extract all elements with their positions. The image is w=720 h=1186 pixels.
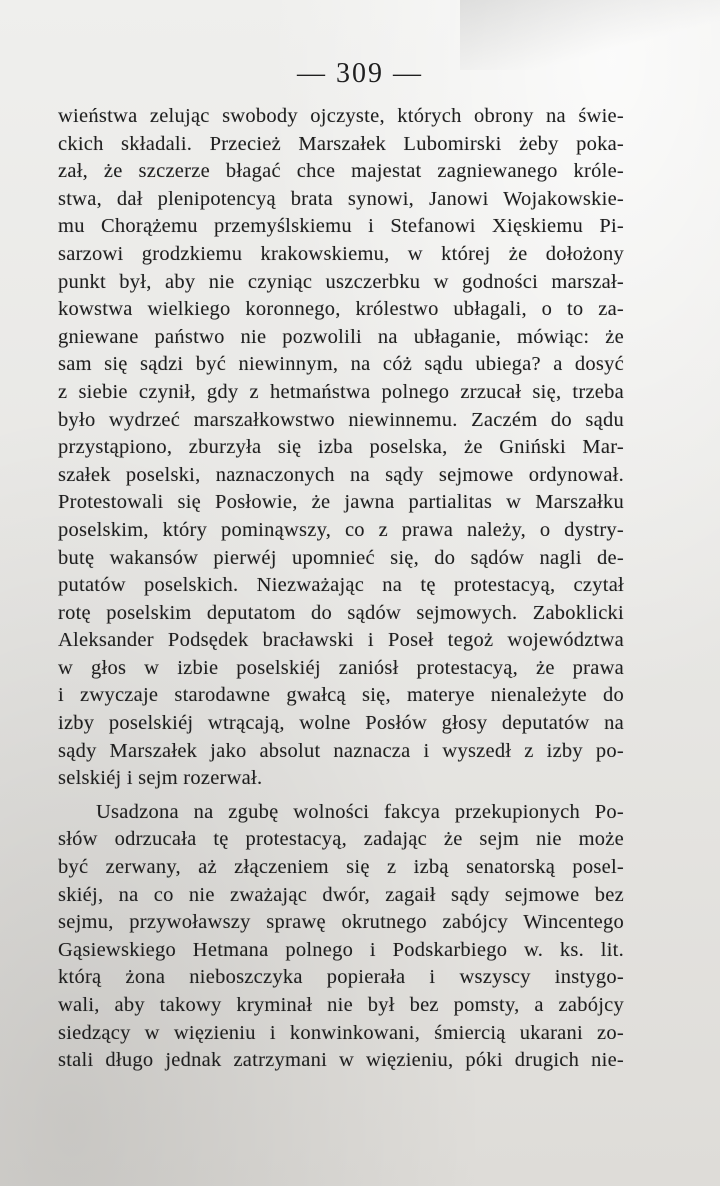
text-line: ckich składali. Przecież Marszałek Lubomirski żeby poka- (58, 132, 624, 155)
text-line: poselskim, który pominąwszy, co z prawa należy, o dystry- (58, 518, 624, 541)
text-line: zał, że szczerze błagać chce majestat zagniewanego króle- (58, 160, 624, 183)
text-line: rotę poselskim deputatom do sądów sejmowych. Zaboklicki (58, 601, 624, 624)
text-line: z siebie czynił, gdy z hetmaństwa polnego zrzucał się, trzeba (58, 380, 624, 403)
text-line: Protestowali się Posłowie, że jawna partialitas w Marszałku (58, 491, 624, 514)
text-line: Aleksander Podsędek bracławski i Poseł tegoż województwa (58, 629, 624, 652)
text-line: wali, aby takowy kryminał nie był bez pomsty, a zabójcy (58, 994, 624, 1016)
text-line: słów odrzucała tę protestacyą, zadając że sejm nie może (58, 828, 624, 851)
text-line: izby poselskiéj wtrącają, wolne Posłów głosy deputatów na (58, 712, 624, 735)
text-line: Gąsiewskiego Hetmana polnego i Podskarbiego w. ks. lit. (58, 938, 624, 961)
text-line: putatów poselskich. Niezważając na tę protestacyą, czytał (58, 574, 624, 597)
text-line: stwa, dał plenipotencyą brata synowi, Janowi Wojakowskie- (58, 187, 624, 210)
text-line: skiéj, na co nie zważając dwór, zagaił sądy sejmowe bez (58, 883, 624, 906)
text-line: siedzący w więzieniu i konwinkowani, śmiercią ukarani zo- (58, 1021, 624, 1044)
text-line: wieństwa zelując swobody ojczyste, których obrony na świe- (58, 105, 624, 127)
text-line: gniewane państwo nie pozwolili na ubłaganie, mówiąc: że (58, 325, 624, 348)
text-line: sarzowi grodzkiemu krakowskiemu, w której że dołożony (58, 242, 624, 265)
paragraph-end-line: selskiéj i sejm rozerwał. (58, 767, 263, 790)
text-line: było wydrzeć marszałkowstwo niewinnemu. Zaczém do sądu (58, 408, 624, 431)
text-line: sejmu, przywoławszy sprawę okrutnego zabójcy Wincentego (58, 911, 624, 934)
text-line: kowstwa wielkiego koronnego, królestwo ubłagali, o to za- (58, 298, 624, 321)
text-line: mu Chorążemu przemyślskiemu i Stefanowi Xięskiemu Pi- (58, 215, 624, 238)
text-line: przystąpiono, zburzyła się izba poselska, że Gniński Mar- (58, 436, 624, 459)
text-line: stali długo jednak zatrzymani w więzieniu, póki drugich nie- (58, 1049, 624, 1072)
text-line: punkt był, aby nie czyniąc uszczerbku w godności marszał- (58, 270, 624, 293)
text-line: być zerwany, aż złączeniem się z izbą senatorską posel- (58, 856, 624, 879)
text-line: i zwyczaje starodawne gwałcą się, materye nienależyte do (58, 684, 624, 707)
text-line: sam się sądzi być niewinnym, na cóż sądu ubiega? a dosyć (58, 353, 624, 376)
body-text (58, 103, 624, 1075)
text-line: sądy Marszałek jako absolut naznacza i wyszedł z izby po- (58, 739, 624, 762)
paragraph-start-line: Usadzona na zgubę wolności fakcya przekupionych Po- (96, 800, 624, 823)
page-number: — 309 — (297, 58, 423, 89)
text-line: którą żona nieboszczyka popierała i wszyscy instygo- (58, 966, 624, 989)
text-line: butę wakansów pierwéj upomnieć się, do sądów nagli de- (58, 546, 624, 569)
text-line: w głos w izbie poselskiéj zaniósł protestacyą, że prawa (58, 656, 624, 679)
text-line: szałek poselski, naznaczonych na sądy sejmowe ordynował. (58, 463, 624, 486)
